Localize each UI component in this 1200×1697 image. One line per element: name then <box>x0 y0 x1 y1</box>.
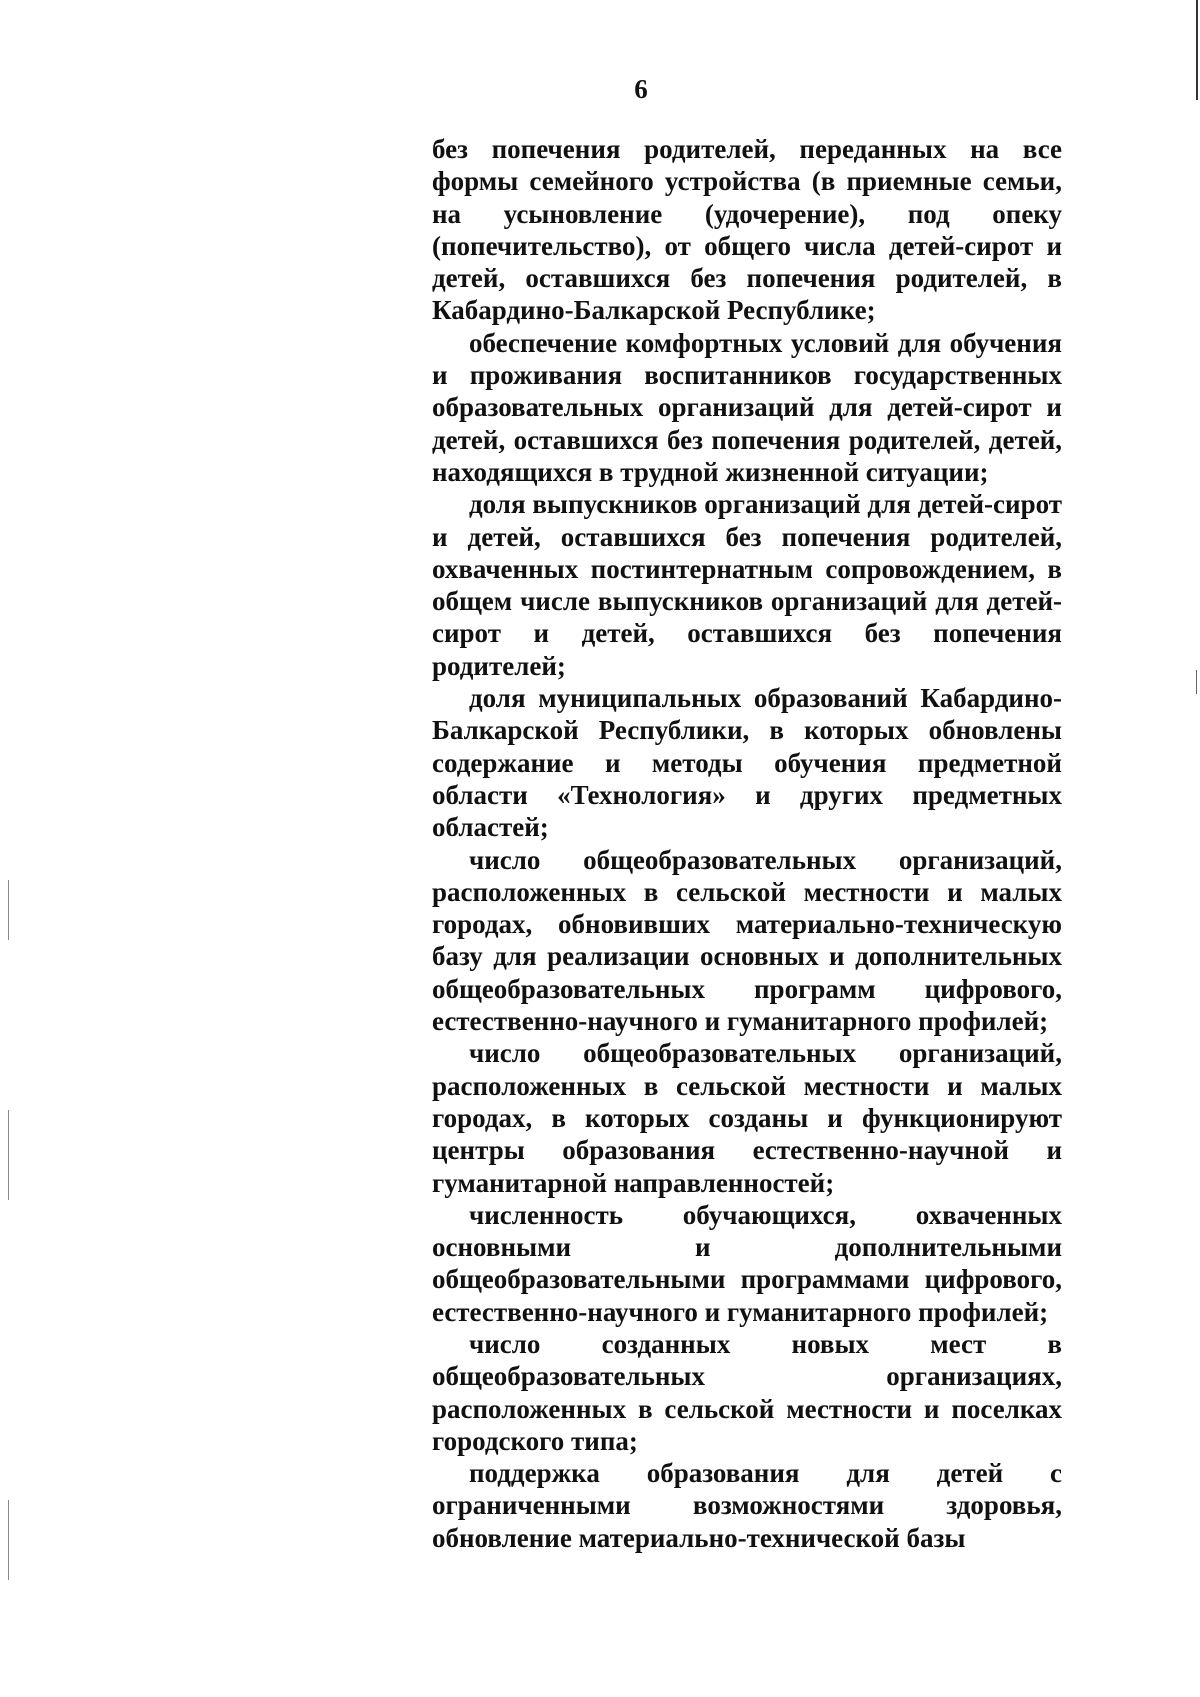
paragraph: доля выпускников организаций для детей-сирот и детей, оставшихся без попечения родителей, охваченных постинтернатным сопровождением, в общем числе выпускников организаций для детей-сирот и детей, оставшихся без попечения родителей; <box>432 489 1062 681</box>
paragraph: численность обучающихся, охваченных основными и дополнительными общеобразовательными программами цифрового, естественно-научного и гуманитарного профилей; <box>432 1199 1062 1327</box>
scan-edge-mark <box>8 1110 9 1200</box>
scan-edge-mark <box>1196 670 1197 694</box>
paragraph: обеспечение комфортных условий для обучения и проживания воспитанников государственных образовательных организаций для детей-сирот и детей, оставшихся без попечения родителей, детей, находящихся в трудной жизненной ситуации; <box>432 327 1062 487</box>
body-text <box>432 133 1062 1554</box>
paragraph: доля муниципальных образований Кабардино-Балкарской Республики, в которых обновлены содержание и методы обучения предметной области «Технология» и других предметных областей; <box>432 683 1062 843</box>
paragraph: число созданных новых мест в общеобразовательных организациях, расположенных в сельской местности и поселках городского типа; <box>432 1328 1062 1456</box>
scan-edge-mark <box>8 880 9 940</box>
page-number: 6 <box>634 74 648 104</box>
paragraph: поддержка образования для детей с ограниченными возможностями здоровья, обновление материально-технической базы <box>432 1458 1062 1553</box>
scan-edge-mark <box>8 1500 9 1580</box>
paragraph: число общеобразовательных организаций, расположенных в сельской местности и малых городах, в которых созданы и функционируют центры образования естественно-научной и гуманитарной направленностей; <box>432 1038 1062 1198</box>
paragraph: без попечения родителей, переданных на все формы семейного устройства (в приемные семьи, на усыновление (удочерение), под опеку (попечительство), от общего числа детей-сирот и детей, оставшихся без попечения родителей, в Кабардино-Балкарской Республике; <box>432 134 1062 326</box>
paragraph: число общеобразовательных организаций, расположенных в сельской местности и малых городах, обновивших материально-техническую базу для реализации основных и дополнительных общеобразовательных программ цифрового, естественно-научного и гуманитарного профилей; <box>432 844 1062 1037</box>
